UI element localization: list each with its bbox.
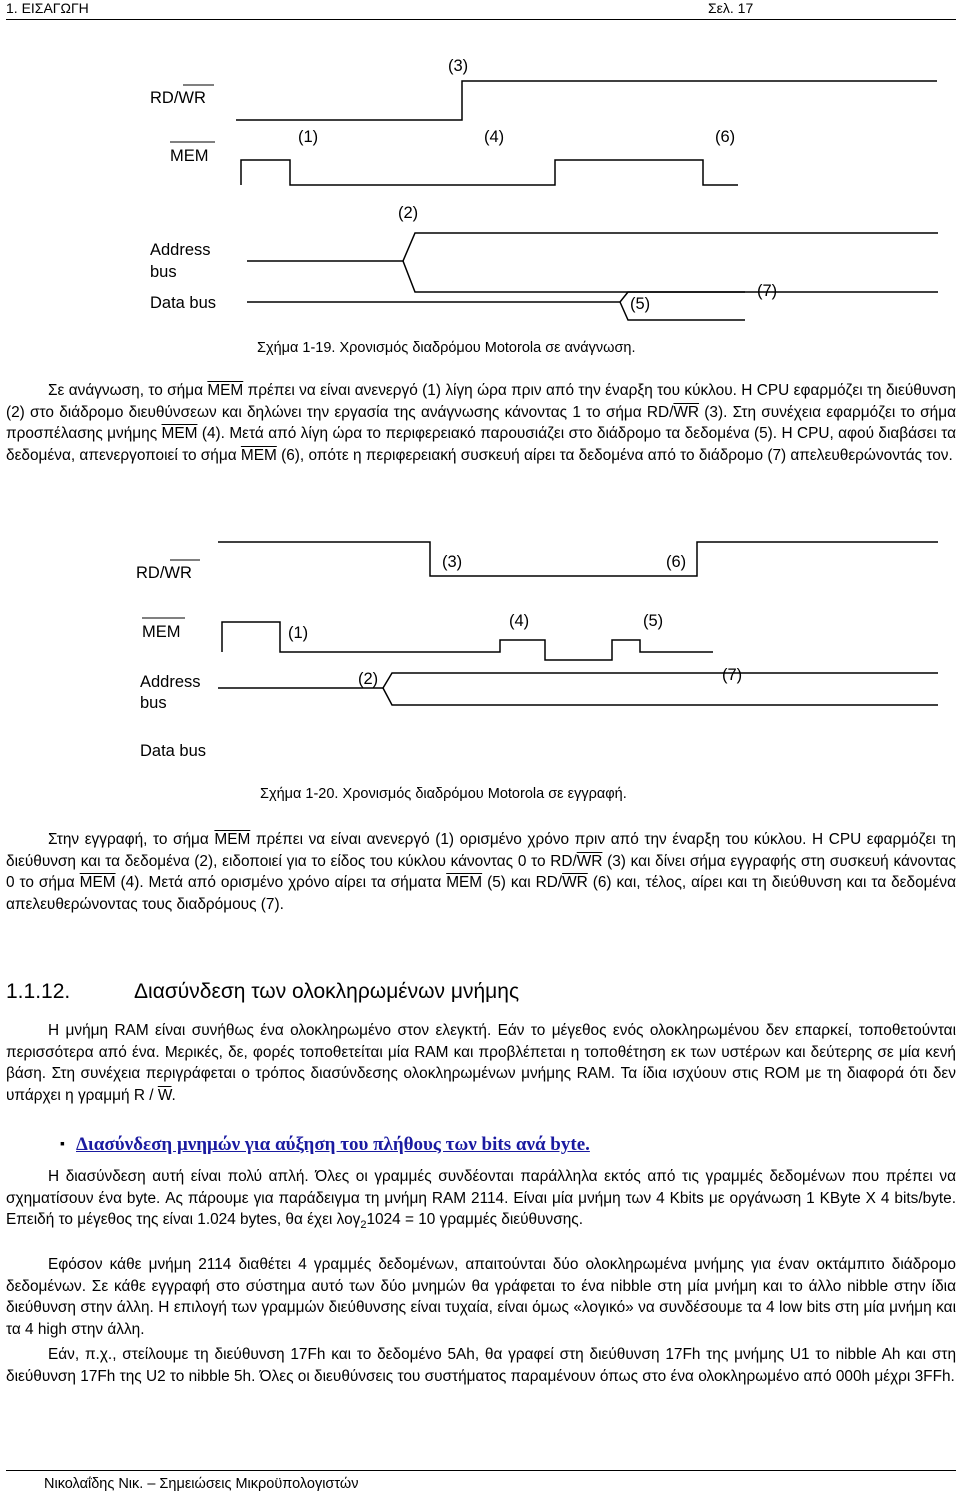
- bullet-icon: ▪: [60, 1135, 65, 1151]
- mem-signal: $\overline{MEM}$: [240, 446, 277, 464]
- svg-text:(5): (5): [630, 295, 651, 313]
- svg-text:(5): (5): [643, 612, 664, 630]
- wr-signal: $\overline{WR}$: [576, 852, 603, 870]
- footer-rule: [6, 1470, 956, 1471]
- svg-text:(1): (1): [298, 128, 319, 146]
- svg-text:(2): (2): [398, 204, 419, 222]
- svg-text:MEM: MEM: [142, 623, 181, 641]
- paragraph-memory-intro: Η μνήμη RAM είναι συνήθως ένα ολοκληρωμένο στον ελεγκτή. Εάν το μέγεθος ενός ολοκληρωμένου δεν επαρκεί, τοποθετούνται περισσότερα από ένα. Μερικές, δε, φορές τοποθετείται μία RAM και προβλέπεται η τοποθέτηση εκ των υστέρων και δεύτερης σε μία κενή βάση. Στη συνέχεια περιγράφεται ο τρόπος διασύνδεσης ολοκληρωμένων μνήμης RAM. Τα ίδια ισχύουν στις ROM με τη διαφορά ότι δεν υπάρχει η γραμμή R / $\overline{W}$.: [6, 1022, 956, 1104]
- wr-signal: $\overline{WR}$: [562, 874, 588, 891]
- figure-caption-1-20: Σχήμα 1-20. Χρονισμός διαδρόμου Motorola σε εγγραφή.: [260, 786, 627, 802]
- svg-text:(6): (6): [666, 553, 687, 571]
- svg-text:(2): (2): [358, 670, 379, 688]
- svg-text:(4): (4): [509, 612, 530, 630]
- paragraph-bits-per-byte: Η διασύνδεση αυτή είναι πολύ απλή. Όλες οι γραμμές συνδέονται παράλληλα εκτός από τις γραμμές δεδομένων που πρέπει να σχηματίσουν ένα byte. Ας πάρουμε για παράδειγμα τη μνήμη RAM 2114. Είναι μία μνήμη των 4 Kbits με οργάνωση 1 KByte X 4 bits/byte. Επειδή το μέγεθος της είναι 1.024 bytes, θα έχει λογ$_2$1024 = 10 γραμμές διεύθυνσης.: [6, 1168, 956, 1232]
- svg-text:(7): (7): [757, 282, 778, 300]
- paragraph-two-chips: Εφόσον κάθε μνήμη 2114 διαθέτει 4 γραμμές δεδομένων, απαιτούνται δύο ολοκληρωμένα μνήμης για έναν οκτάμπιτο διάδρομο δεδομένων. Σε κάθε εγγραφή στο σύστημα αυτό των δύο μνημών θα γράφεται το ένα nibble στη μία μνήμη και το άλλο nibble στην ίδια διεύθυνση στην άλλη. Η επιλογή των γραμμών διεύθυνσης είναι τυχαία, είναι όμως «λογικό» να συνδέσουμε τα 4 low bits στη μία μνήμη και τα 4 high στην άλλη.: [6, 1256, 956, 1338]
- mem-signal: $\overline{MEM}$: [446, 874, 483, 891]
- mem-signal: $\overline{MEM}$: [214, 831, 251, 848]
- svg-text:MEM: MEM: [170, 147, 209, 165]
- section-title: Διασύνδεση των ολοκληρωμένων μνήμης: [134, 980, 520, 1003]
- svg-text:(3): (3): [442, 553, 463, 571]
- svg-text:RD/WR: RD/WR: [136, 564, 192, 582]
- svg-text:(3): (3): [448, 57, 469, 75]
- w-signal: $\overline{W}$: [157, 1086, 172, 1104]
- subsection-title: Διασύνδεση μνημών για αύξηση του πλήθους των bits ανά byte.: [76, 1134, 590, 1155]
- svg-text:(6): (6): [715, 128, 736, 146]
- svg-text:(1): (1): [288, 624, 309, 642]
- svg-text:Data bus: Data bus: [140, 742, 207, 760]
- mem-signal: $\overline{MEM}$: [207, 382, 244, 399]
- svg-text:bus: bus: [150, 263, 177, 281]
- paragraph-example: Εάν, π.χ., στείλουμε τη διεύθυνση 17Fh και το δεδομένο 5Ah, θα γραφεί στη διεύθυνση 17Fh της μνήμης U1 το nibble Ah και στη διεύθυνση 17Fh της U2 το nibble 5h. Όλες οι διευθύνσεις του συστήματος παραμένουν όπως στο ένα ολοκληρωμένο από 000h μέχρι 3FFh.: [6, 1346, 956, 1385]
- header-page: Σελ. 17: [708, 0, 754, 16]
- svg-text:(4): (4): [484, 128, 505, 146]
- svg-text:Data bus: Data bus: [150, 294, 217, 312]
- wr-signal: $\overline{WR}$: [673, 403, 700, 421]
- mem-signal: $\overline{MEM}$: [161, 425, 198, 442]
- section-number: 1.1.12.: [6, 980, 71, 1003]
- timing-diagram-write: [0, 535, 960, 775]
- mem-signal: $\overline{MEM}$: [79, 874, 116, 891]
- svg-text:(7): (7): [722, 666, 743, 684]
- svg-text:Address: Address: [140, 673, 201, 691]
- timing-diagram-read: [0, 40, 960, 330]
- figure-caption-1-19: Σχήμα 1-19. Χρονισμός διαδρόμου Motorola σε ανάγνωση.: [257, 340, 636, 356]
- svg-text:bus: bus: [140, 694, 167, 712]
- header-rule: [6, 19, 956, 20]
- header-chapter: 1. ΕΙΣΑΓΩΓΗ: [6, 0, 89, 16]
- paragraph-write-cycle: Στην εγγραφή, το σήμα $\overline{MEM}$ πρέπει να είναι ανενεργό (1) ορισμένο χρόνο πριν από την έναρξη του κύκλου. Η CPU εφαρμόζει τη διεύθυνση και τα δεδομένα (2), ειδοποιεί για το είδος του κύκλου κάνοντας 0 το $RD/\overline{WR}$ (3) και δίνει σήμα εγγραφής στη συσκευή κάνοντας 0 το σήμα $\overline{MEM}$ (4). Μετά από ορισμένο χρόνο αίρει τα σήματα $\overline{MEM}$ (5) και $RD/\overline{WR}$ (6) και, τέλος, αίρει και τη διεύθυνση και τα δεδομένα απελευθερώνοντας τους διαδρόμους (7).: [6, 831, 956, 913]
- svg-text:RD/WR: RD/WR: [150, 89, 206, 107]
- footer-text: Νικολαΐδης Νικ. – Σημειώσεις Μικροϋπολογιστών: [44, 1476, 359, 1492]
- paragraph-read-cycle: Σε ανάγνωση, το σήμα $\overline{MEM}$ πρέπει να είναι ανενεργό (1) λίγη ώρα πριν από την έναρξη του κύκλου. Η CPU εφαρμόζει τη διεύθυνση (2) στο διάδρομο διευθύνσεων και δηλώνει την εργασία της ανάγνωσης κάνοντας 1 το σήμα $RD/\overline{WR}$ (3). Στη συνέχεια εφαρμόζει το σήμα προσπέλασης μνήμης $\overline{MEM}$ (4). Μετά από λίγη ώρα το περιφερειακό παρουσιάζει στο διάδρομο τα δεδομένα (5). Η CPU, αφού διαβάσει τα δεδομένα, απενεργοποιεί το σήμα $\overline{MEM}$ (6), οπότε η περιφερειακή συσκευή αίρει τα δεδομένα από το διάδρομο (7) απελευθερώνοντάς τον.: [6, 382, 956, 464]
- svg-text:Address: Address: [150, 241, 211, 259]
